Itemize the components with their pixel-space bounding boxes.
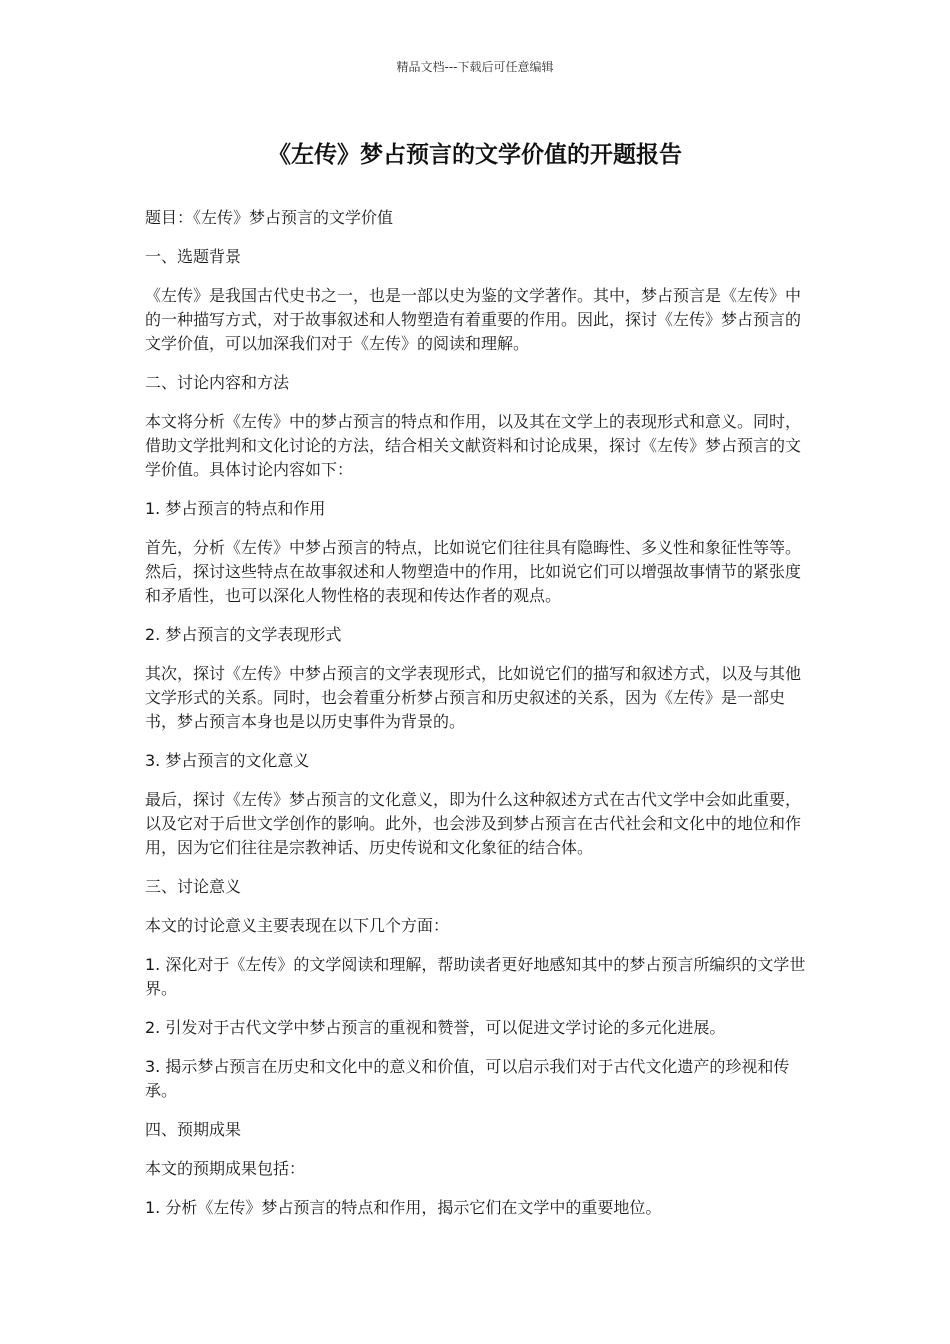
section-heading-outcomes: 四、预期成果 xyxy=(145,1120,242,1139)
outcomes-intro: 本文的预期成果包括： xyxy=(145,1159,306,1178)
topic-line: 题目：《左传》梦占预言的文学价值 xyxy=(145,208,394,227)
significance-item-3: 3. 揭示梦占预言在历史和文化中的意义和价值，可以启示我们对于古代文化遗产的珍视和传承。 xyxy=(145,1057,790,1100)
outcomes-item-1: 1. 分析《左传》梦占预言的特点和作用，揭示它们在文学中的重要地位。 xyxy=(145,1198,662,1217)
significance-item-1: 1. 深化对于《左传》的文学阅读和理解，帮助读者更好地感知其中的梦占预言所编织的文学世界。 xyxy=(145,955,806,998)
section-heading-content-method: 二、讨论内容和方法 xyxy=(145,373,290,392)
section-heading-background: 一、选题背景 xyxy=(145,247,242,266)
cultural-paragraph: 最后，探讨《左传》梦占预言的文化意义，即为什么这种叙述方式在古代文学中会如此重要，以及它对于后世文学创作的影响。此外，也会涉及到梦占预言在古代社会和文化中的地位和作用，因为它们往往是宗教神话、历史传说和文化象征的结合体。 xyxy=(145,790,802,857)
features-paragraph: 首先，分析《左传》中梦占预言的特点，比如说它们往往具有隐晦性、多义性和象征性等等。然后，探讨这些特点在故事叙述和人物塑造中的作用，比如说它们可以增强故事情节的紧张度和矛盾性，也可以深化人物性格的表现和传达作者的观点。 xyxy=(145,538,802,605)
document-body xyxy=(145,206,807,1235)
document-title: 《左传》梦占预言的文学价值的开题报告 xyxy=(268,142,682,168)
subheading-forms: 2. 梦占预言的文学表现形式 xyxy=(145,625,342,644)
content-method-paragraph: 本文将分析《左传》中的梦占预言的特点和作用，以及其在文学上的表现形式和意义。同时，借助文学批判和文化讨论的方法，结合相关文献资料和讨论成果，探讨《左传》梦占预言的文学价值。具体讨论内容如下： xyxy=(145,412,802,479)
section-heading-significance: 三、讨论意义 xyxy=(145,877,242,896)
subheading-cultural: 3. 梦占预言的文化意义 xyxy=(145,751,310,770)
significance-item-2: 2. 引发对于古代文学中梦占预言的重视和赞誉，可以促进文学讨论的多元化进展。 xyxy=(145,1018,726,1037)
header-note: 精品文档---下载后可任意编辑 xyxy=(396,60,554,74)
subheading-features: 1. 梦占预言的特点和作用 xyxy=(145,499,326,518)
background-paragraph: 《左传》是我国古代史书之一，也是一部以史为鉴的文学著作。其中，梦占预言是《左传》中的一种描写方式，对于故事叙述和人物塑造有着重要的作用。因此，探讨《左传》梦占预言的文学价值，可以加深我们对于《左传》的阅读和理解。 xyxy=(145,286,802,353)
significance-intro: 本文的讨论意义主要表现在以下几个方面： xyxy=(145,916,450,935)
forms-paragraph: 其次，探讨《左传》中梦占预言的文学表现形式，比如说它们的描写和叙述方式，以及与其他文学形式的关系。同时，也会着重分析梦占预言和历史叙述的关系，因为《左传》是一部史书，梦占预言本身也是以历史事件为背景的。 xyxy=(145,664,802,731)
